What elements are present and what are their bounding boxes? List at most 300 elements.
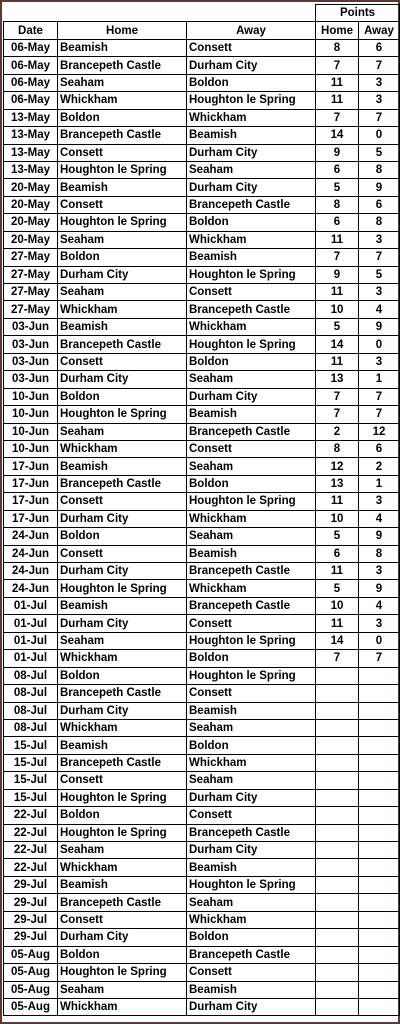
- away-points-cell: 8: [359, 545, 400, 562]
- table-row: [4, 911, 400, 928]
- home-team-cell: Seaham: [58, 632, 187, 649]
- date-cell: 20-May: [4, 179, 58, 196]
- home-team-cell: Boldon: [58, 946, 187, 963]
- home-points-cell: [316, 929, 359, 946]
- home-team-cell: Boldon: [58, 667, 187, 684]
- home-team-cell: Consett: [58, 911, 187, 928]
- home-team-cell: Brancepeth Castle: [58, 57, 187, 74]
- away-team-cell: Beamish: [187, 249, 316, 266]
- home-points-cell: 7: [316, 650, 359, 667]
- home-points-cell: [316, 667, 359, 684]
- table-row: [4, 981, 400, 998]
- home-points-cell: 12: [316, 458, 359, 475]
- away-points-cell: 3: [359, 353, 400, 370]
- home-points-cell: [316, 946, 359, 963]
- home-team-cell: Seaham: [58, 284, 187, 301]
- away-points-cell: 2: [359, 458, 400, 475]
- home-team-cell: Houghton le Spring: [58, 824, 187, 841]
- home-team-cell: Whickham: [58, 92, 187, 109]
- date-cell: 03-Jun: [4, 371, 58, 388]
- away-team-cell: Beamish: [187, 702, 316, 719]
- table-row: [4, 179, 400, 196]
- home-points-cell: [316, 842, 359, 859]
- away-team-cell: Whickham: [187, 580, 316, 597]
- away-team-cell: Whickham: [187, 754, 316, 771]
- table-row: [4, 475, 400, 492]
- home-team-cell: Durham City: [58, 563, 187, 580]
- table-row: [4, 39, 400, 56]
- home-team-cell: Seaham: [58, 842, 187, 859]
- away-team-cell: Houghton le Spring: [187, 667, 316, 684]
- away-points-cell: [359, 998, 400, 1015]
- home-points-cell: 13: [316, 371, 359, 388]
- away-team-cell: Seaham: [187, 371, 316, 388]
- away-team-cell: Consett: [187, 440, 316, 457]
- away-points-cell: [359, 929, 400, 946]
- table-row: [4, 545, 400, 562]
- away-points-cell: 0: [359, 127, 400, 144]
- away-points-cell: [359, 754, 400, 771]
- home-points-cell: [316, 807, 359, 824]
- table-row: [4, 92, 400, 109]
- home-points-cell: 5: [316, 318, 359, 335]
- home-points-cell: [316, 911, 359, 928]
- date-cell: 08-Jul: [4, 685, 58, 702]
- away-points-cell: 9: [359, 580, 400, 597]
- table-row: [4, 632, 400, 649]
- home-points-cell: [316, 981, 359, 998]
- home-points-cell: 8: [316, 196, 359, 213]
- away-team-cell: Consett: [187, 615, 316, 632]
- away-points-cell: [359, 842, 400, 859]
- away-team-cell: Boldon: [187, 650, 316, 667]
- home-points-cell: 6: [316, 161, 359, 178]
- header-spacer: [187, 5, 316, 22]
- away-team-cell: Seaham: [187, 772, 316, 789]
- home-points-cell: 5: [316, 179, 359, 196]
- away-team-cell: Beamish: [187, 859, 316, 876]
- home-team-cell: Consett: [58, 144, 187, 161]
- header-row-group: [4, 5, 400, 22]
- date-cell: 13-May: [4, 109, 58, 126]
- away-points-cell: [359, 894, 400, 911]
- fixtures-table: [3, 4, 400, 1016]
- table-row: [4, 231, 400, 248]
- away-points-cell: 1: [359, 371, 400, 388]
- away-team-cell: Beamish: [187, 127, 316, 144]
- away-team-cell: Consett: [187, 964, 316, 981]
- away-points-cell: 9: [359, 179, 400, 196]
- table-row: [4, 528, 400, 545]
- table-row: [4, 353, 400, 370]
- away-team-cell: Durham City: [187, 842, 316, 859]
- home-points-cell: 11: [316, 92, 359, 109]
- away-points-cell: 9: [359, 318, 400, 335]
- away-team-cell: Seaham: [187, 458, 316, 475]
- date-cell: 03-Jun: [4, 336, 58, 353]
- date-cell: 13-May: [4, 144, 58, 161]
- away-points-cell: [359, 789, 400, 806]
- home-points-cell: 10: [316, 301, 359, 318]
- away-points-cell: 6: [359, 39, 400, 56]
- home-team-cell: Whickham: [58, 998, 187, 1015]
- table-row: [4, 109, 400, 126]
- date-cell: 08-Jul: [4, 702, 58, 719]
- table-row: [4, 458, 400, 475]
- date-cell: 29-Jul: [4, 911, 58, 928]
- home-team-cell: Beamish: [58, 876, 187, 893]
- home-team-cell: Seaham: [58, 981, 187, 998]
- table-row: [4, 998, 400, 1015]
- away-team-cell: Consett: [187, 39, 316, 56]
- home-team-cell: Beamish: [58, 318, 187, 335]
- table-row: [4, 510, 400, 527]
- header-spacer: [58, 5, 187, 22]
- away-points-cell: 0: [359, 632, 400, 649]
- away-points-cell: [359, 964, 400, 981]
- away-team-cell: Houghton le Spring: [187, 876, 316, 893]
- table-row: [4, 388, 400, 405]
- away-team-cell: Boldon: [187, 214, 316, 231]
- date-cell: 27-May: [4, 266, 58, 283]
- away-points-cell: [359, 981, 400, 998]
- away-points-cell: 7: [359, 57, 400, 74]
- home-team-cell: Durham City: [58, 702, 187, 719]
- home-points-cell: 7: [316, 388, 359, 405]
- away-points-cell: 3: [359, 284, 400, 301]
- date-cell: 08-Jul: [4, 719, 58, 736]
- home-points-cell: 5: [316, 528, 359, 545]
- date-column-header: Date: [4, 22, 58, 39]
- away-points-cell: [359, 859, 400, 876]
- away-team-cell: Brancepeth Castle: [187, 423, 316, 440]
- away-team-cell: Consett: [187, 284, 316, 301]
- home-points-cell: 6: [316, 545, 359, 562]
- home-team-cell: Consett: [58, 772, 187, 789]
- date-cell: 24-Jun: [4, 545, 58, 562]
- table-row: [4, 737, 400, 754]
- home-points-cell: 8: [316, 440, 359, 457]
- home-team-cell: Boldon: [58, 528, 187, 545]
- date-cell: 20-May: [4, 231, 58, 248]
- date-cell: 24-Jun: [4, 580, 58, 597]
- away-points-cell: 5: [359, 266, 400, 283]
- home-team-cell: Houghton le Spring: [58, 789, 187, 806]
- date-cell: 17-Jun: [4, 475, 58, 492]
- home-points-cell: [316, 824, 359, 841]
- home-points-cell: 11: [316, 284, 359, 301]
- away-points-cell: 7: [359, 388, 400, 405]
- home-team-cell: Houghton le Spring: [58, 406, 187, 423]
- table-row: [4, 789, 400, 806]
- date-cell: 06-May: [4, 92, 58, 109]
- home-points-cell: 10: [316, 510, 359, 527]
- table-row: [4, 772, 400, 789]
- home-points-cell: [316, 876, 359, 893]
- home-points-cell: 11: [316, 353, 359, 370]
- table-row: [4, 336, 400, 353]
- table-row: [4, 807, 400, 824]
- home-team-cell: Boldon: [58, 807, 187, 824]
- home-points-cell: 7: [316, 109, 359, 126]
- away-points-cell: 0: [359, 336, 400, 353]
- home-team-cell: Durham City: [58, 615, 187, 632]
- away-team-cell: Boldon: [187, 74, 316, 91]
- home-team-cell: Houghton le Spring: [58, 964, 187, 981]
- away-team-cell: Durham City: [187, 179, 316, 196]
- date-cell: 03-Jun: [4, 318, 58, 335]
- home-team-cell: Brancepeth Castle: [58, 127, 187, 144]
- home-team-cell: Houghton le Spring: [58, 580, 187, 597]
- table-row: [4, 74, 400, 91]
- header-row: [4, 22, 400, 39]
- date-cell: 29-Jul: [4, 894, 58, 911]
- header-spacer: [4, 5, 58, 22]
- table-row: [4, 685, 400, 702]
- home-points-cell: [316, 998, 359, 1015]
- home-points-cell: [316, 859, 359, 876]
- away-points-cell: 6: [359, 196, 400, 213]
- home-points-cell: 7: [316, 249, 359, 266]
- table-row: [4, 929, 400, 946]
- home-team-cell: Brancepeth Castle: [58, 475, 187, 492]
- table-row: [4, 371, 400, 388]
- home-points-cell: 9: [316, 144, 359, 161]
- home-points-cell: 11: [316, 74, 359, 91]
- table-row: [4, 440, 400, 457]
- away-team-cell: Boldon: [187, 737, 316, 754]
- table-row: [4, 876, 400, 893]
- home-points-cell: 2: [316, 423, 359, 440]
- home-team-cell: Durham City: [58, 510, 187, 527]
- home-points-cell: 7: [316, 406, 359, 423]
- away-points-cell: 4: [359, 597, 400, 614]
- date-cell: 29-Jul: [4, 929, 58, 946]
- home-team-cell: Brancepeth Castle: [58, 685, 187, 702]
- away-team-cell: Durham City: [187, 998, 316, 1015]
- away-team-cell: Beamish: [187, 981, 316, 998]
- table-row: [4, 214, 400, 231]
- away-points-cell: 8: [359, 161, 400, 178]
- date-cell: 24-Jun: [4, 563, 58, 580]
- date-cell: 22-Jul: [4, 807, 58, 824]
- table-row: [4, 894, 400, 911]
- away-team-cell: Beamish: [187, 545, 316, 562]
- home-team-cell: Seaham: [58, 423, 187, 440]
- home-points-cell: [316, 772, 359, 789]
- date-cell: 15-Jul: [4, 789, 58, 806]
- away-team-cell: Beamish: [187, 406, 316, 423]
- home-points-cell: [316, 685, 359, 702]
- away-points-cell: [359, 719, 400, 736]
- home-points-cell: 9: [316, 266, 359, 283]
- date-cell: 22-Jul: [4, 859, 58, 876]
- date-cell: 01-Jul: [4, 597, 58, 614]
- date-cell: 27-May: [4, 249, 58, 266]
- home-team-cell: Houghton le Spring: [58, 214, 187, 231]
- table-row: [4, 615, 400, 632]
- date-cell: 13-May: [4, 161, 58, 178]
- date-cell: 05-Aug: [4, 998, 58, 1015]
- home-points-cell: 11: [316, 493, 359, 510]
- away-points-cell: 3: [359, 493, 400, 510]
- away-points-cell: 3: [359, 563, 400, 580]
- home-team-cell: Whickham: [58, 859, 187, 876]
- away-team-cell: Boldon: [187, 929, 316, 946]
- date-cell: 27-May: [4, 284, 58, 301]
- date-cell: 24-Jun: [4, 528, 58, 545]
- home-points-cell: 10: [316, 597, 359, 614]
- away-team-cell: Brancepeth Castle: [187, 946, 316, 963]
- date-cell: 06-May: [4, 39, 58, 56]
- home-points-cell: 14: [316, 127, 359, 144]
- table-row: [4, 580, 400, 597]
- home-team-cell: Whickham: [58, 440, 187, 457]
- date-cell: 29-Jul: [4, 876, 58, 893]
- points-away-column-header: Away: [359, 22, 400, 39]
- away-points-cell: [359, 876, 400, 893]
- table-row: [4, 859, 400, 876]
- away-team-cell: Durham City: [187, 144, 316, 161]
- home-team-cell: Whickham: [58, 301, 187, 318]
- table-row: [4, 719, 400, 736]
- home-points-cell: [316, 754, 359, 771]
- away-points-cell: [359, 702, 400, 719]
- table-row: [4, 650, 400, 667]
- away-team-cell: Whickham: [187, 911, 316, 928]
- home-team-cell: Beamish: [58, 179, 187, 196]
- away-team-cell: Brancepeth Castle: [187, 563, 316, 580]
- away-points-cell: [359, 946, 400, 963]
- away-team-cell: Seaham: [187, 161, 316, 178]
- away-points-cell: 9: [359, 528, 400, 545]
- table-row: [4, 249, 400, 266]
- away-points-cell: [359, 911, 400, 928]
- date-cell: 20-May: [4, 196, 58, 213]
- table-row: [4, 318, 400, 335]
- home-team-cell: Whickham: [58, 719, 187, 736]
- away-team-cell: Consett: [187, 685, 316, 702]
- away-team-cell: Durham City: [187, 388, 316, 405]
- away-team-cell: Whickham: [187, 109, 316, 126]
- date-cell: 17-Jun: [4, 458, 58, 475]
- table-row: [4, 266, 400, 283]
- table-row: [4, 964, 400, 981]
- fixtures-body: [4, 39, 400, 1016]
- home-points-cell: 14: [316, 336, 359, 353]
- table-row: [4, 144, 400, 161]
- table-row: [4, 824, 400, 841]
- date-cell: 08-Jul: [4, 667, 58, 684]
- away-team-cell: Houghton le Spring: [187, 493, 316, 510]
- home-column-header: Home: [58, 22, 187, 39]
- away-points-cell: 7: [359, 109, 400, 126]
- date-cell: 15-Jul: [4, 772, 58, 789]
- away-points-cell: 6: [359, 440, 400, 457]
- home-team-cell: Whickham: [58, 650, 187, 667]
- table-row: [4, 597, 400, 614]
- date-cell: 06-May: [4, 57, 58, 74]
- table-row: [4, 946, 400, 963]
- points-group-header: Points: [316, 5, 400, 22]
- home-points-cell: 6: [316, 214, 359, 231]
- away-team-cell: Seaham: [187, 719, 316, 736]
- away-points-cell: [359, 685, 400, 702]
- date-cell: 10-Jun: [4, 388, 58, 405]
- away-team-cell: Brancepeth Castle: [187, 196, 316, 213]
- away-points-cell: [359, 772, 400, 789]
- date-cell: 20-May: [4, 214, 58, 231]
- away-team-cell: Boldon: [187, 353, 316, 370]
- away-team-cell: Whickham: [187, 231, 316, 248]
- away-team-cell: Houghton le Spring: [187, 266, 316, 283]
- table-row: [4, 563, 400, 580]
- away-points-cell: 8: [359, 214, 400, 231]
- home-points-cell: [316, 737, 359, 754]
- home-team-cell: Houghton le Spring: [58, 161, 187, 178]
- home-team-cell: Beamish: [58, 597, 187, 614]
- home-points-cell: [316, 719, 359, 736]
- home-team-cell: Seaham: [58, 74, 187, 91]
- away-team-cell: Brancepeth Castle: [187, 301, 316, 318]
- away-team-cell: Seaham: [187, 894, 316, 911]
- home-team-cell: Consett: [58, 353, 187, 370]
- away-team-cell: Seaham: [187, 528, 316, 545]
- home-points-cell: [316, 702, 359, 719]
- home-points-cell: 8: [316, 39, 359, 56]
- away-team-cell: Whickham: [187, 318, 316, 335]
- away-points-cell: 1: [359, 475, 400, 492]
- away-points-cell: 3: [359, 231, 400, 248]
- table-row: [4, 754, 400, 771]
- away-team-cell: Houghton le Spring: [187, 92, 316, 109]
- table-row: [4, 667, 400, 684]
- away-points-cell: 3: [359, 92, 400, 109]
- away-points-cell: 12: [359, 423, 400, 440]
- table-row: [4, 196, 400, 213]
- home-points-cell: 14: [316, 632, 359, 649]
- home-points-cell: 7: [316, 57, 359, 74]
- date-cell: 22-Jul: [4, 824, 58, 841]
- away-team-cell: Durham City: [187, 57, 316, 74]
- away-points-cell: [359, 667, 400, 684]
- home-team-cell: Consett: [58, 545, 187, 562]
- home-team-cell: Boldon: [58, 249, 187, 266]
- date-cell: 01-Jul: [4, 650, 58, 667]
- away-team-cell: Durham City: [187, 789, 316, 806]
- table-row: [4, 842, 400, 859]
- table-row: [4, 127, 400, 144]
- home-points-cell: 11: [316, 563, 359, 580]
- away-points-cell: [359, 737, 400, 754]
- away-team-cell: Houghton le Spring: [187, 632, 316, 649]
- away-points-cell: 7: [359, 249, 400, 266]
- table-row: [4, 301, 400, 318]
- table-row: [4, 423, 400, 440]
- date-cell: 05-Aug: [4, 946, 58, 963]
- home-points-cell: 11: [316, 231, 359, 248]
- date-cell: 13-May: [4, 127, 58, 144]
- home-points-cell: [316, 894, 359, 911]
- date-cell: 17-Jun: [4, 493, 58, 510]
- home-team-cell: Consett: [58, 196, 187, 213]
- home-team-cell: Seaham: [58, 231, 187, 248]
- home-team-cell: Boldon: [58, 388, 187, 405]
- table-row: [4, 702, 400, 719]
- date-cell: 10-Jun: [4, 406, 58, 423]
- away-points-cell: [359, 807, 400, 824]
- away-team-cell: Brancepeth Castle: [187, 597, 316, 614]
